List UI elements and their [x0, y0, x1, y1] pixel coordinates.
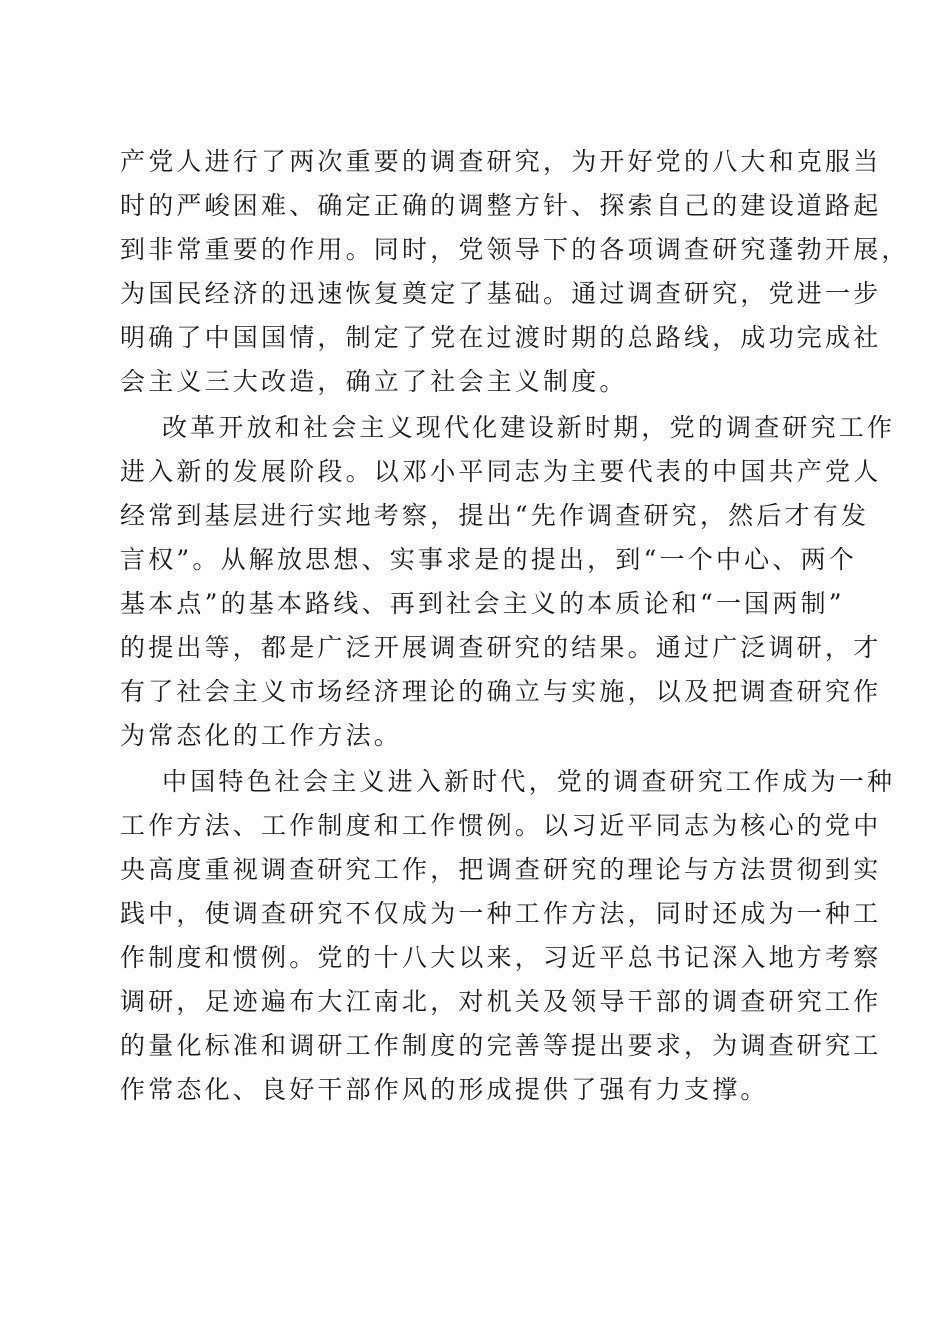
- paragraph-3-line-2: 工作方法、工作制度和工作惯例。以习近平同志为核心的党中: [120, 811, 882, 840]
- paragraph-2-line-3: 经常到基层进行实地考察，提出“先作调查研究，然后才有发: [120, 501, 870, 530]
- paragraph-1-line-6: 会主义三大改造，确立了社会主义制度。: [120, 367, 628, 396]
- paragraph-2-line-7: 有了社会主义市场经济理论的确立与实施，以及把调查研究作: [120, 677, 882, 706]
- paragraph-3-line-8: 作常态化、良好干部作风的形成提供了强有力支撑。: [120, 1075, 769, 1104]
- paragraph-1-line-1: 产党人进行了两次重要的调查研究，为开好党的八大和克服当: [120, 147, 882, 176]
- paragraph-3-line-3: 央高度重视调查研究工作，把调查研究的理论与方法贯彻到实: [120, 855, 882, 884]
- paragraph-1-line-2: 时的严峻困难、确定正确的调整方针、探索自己的建设道路起: [120, 191, 882, 220]
- paragraph-1-line-5: 明确了中国国情，制定了党在过渡时期的总路线，成功完成社: [120, 323, 882, 352]
- paragraph-2-line-4: 言权”。从解放思想、实事求是的提出，到“一个中心、两个: [120, 545, 857, 574]
- paragraph-3-line-5: 作制度和惯例。党的十八大以来，习近平总书记深入地方考察: [120, 943, 882, 972]
- paragraph-3-line-6: 调研，足迹遍布大江南北，对机关及领导干部的调查研究工作: [120, 987, 882, 1016]
- paragraph-1-line-4: 为国民经济的迅速恢复奠定了基础。通过调查研究，党进一步: [120, 279, 882, 308]
- paragraph-2-line-2: 进入新的发展阶段。以邓小平同志为主要代表的中国共产党人: [120, 457, 882, 486]
- paragraph-1-line-3: 到非常重要的作用。同时，党领导下的各项调查研究蓬勃开展，: [120, 235, 910, 264]
- paragraph-3-line-4: 践中，使调查研究不仅成为一种工作方法，同时还成为一种工: [120, 899, 882, 928]
- paragraph-2-line-5: 基本点”的基本路线、再到社会主义的本质论和“一国两制”: [120, 589, 845, 618]
- paragraph-2-line-6: 的提出等，都是广泛开展调查研究的结果。通过广泛调研，才: [120, 633, 882, 662]
- paragraph-3-line-7: 的量化标准和调研工作制度的完善等提出要求，为调查研究工: [120, 1031, 882, 1060]
- paragraph-2-line-1: 改革开放和社会主义现代化建设新时期，党的调查研究工作: [162, 413, 896, 442]
- paragraph-2-line-8: 为常态化的工作方法。: [120, 721, 403, 750]
- paragraph-3-line-1: 中国特色社会主义进入新时代，党的调查研究工作成为一种: [162, 767, 896, 796]
